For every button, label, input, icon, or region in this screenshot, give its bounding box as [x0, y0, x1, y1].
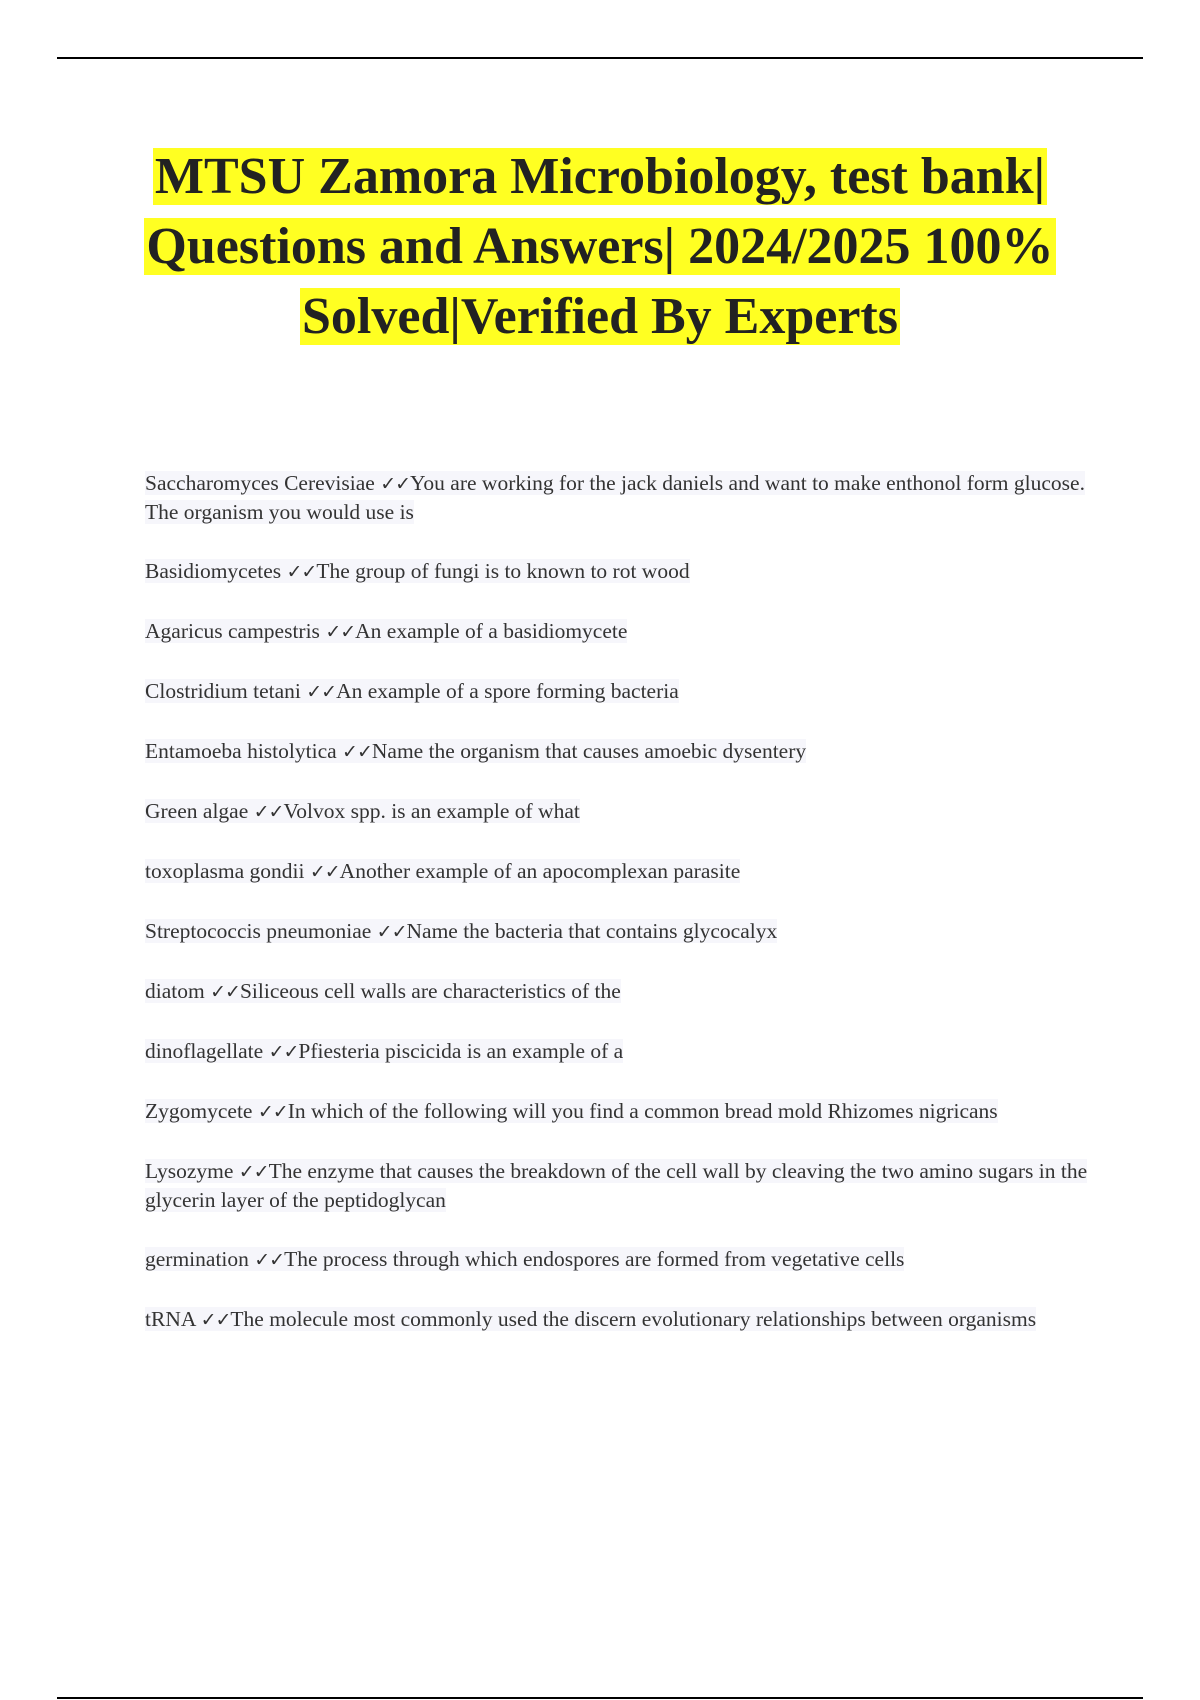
- double-check-icon: ✓✓: [309, 861, 340, 883]
- qa-answer: toxoplasma gondii: [145, 859, 305, 883]
- double-check-icon: ✓✓: [380, 473, 411, 495]
- top-rule: [57, 57, 1143, 59]
- double-check-icon: ✓✓: [306, 681, 337, 703]
- bottom-rule: [57, 1697, 1143, 1699]
- qa-answer: Green algae: [145, 799, 249, 823]
- qa-question: Name the bacteria that contains glycocalyx: [406, 919, 778, 943]
- qa-question: Name the organism that causes amoebic dysentery: [371, 739, 807, 763]
- qa-item: [145, 1037, 1090, 1066]
- qa-question: The group of fungi is to known to rot wood: [316, 559, 690, 583]
- title-highlight: MTSU Zamora Microbiology, test bank| Questions and Answers| 2024/2025 100% Solved|Verified By Experts: [146, 148, 1054, 345]
- double-check-icon: ✓✓: [257, 1101, 288, 1123]
- qa-item: [145, 737, 1090, 766]
- qa-question: Another example of an apocomplexan parasite: [339, 859, 741, 883]
- qa-item: [145, 1245, 1090, 1274]
- qa-answer: diatom: [145, 979, 205, 1003]
- qa-item: [145, 797, 1090, 826]
- qa-question: You are working for the jack daniels and want to make enthonol form glucose. The organism you would use is: [145, 471, 1085, 524]
- double-check-icon: ✓✓: [254, 1249, 285, 1271]
- qa-answer: Clostridium tetani: [145, 679, 301, 703]
- qa-question: Pfiesteria piscicida is an example of a: [298, 1039, 624, 1063]
- double-check-icon: ✓✓: [325, 621, 356, 643]
- qa-answer: Agaricus campestris: [145, 619, 320, 643]
- qa-item: [145, 469, 1090, 526]
- qa-answer: germination: [145, 1247, 249, 1271]
- double-check-icon: ✓✓: [253, 801, 284, 823]
- qa-question: Siliceous cell walls are characteristics of the: [239, 979, 621, 1003]
- qa-item: [145, 557, 1090, 586]
- qa-question: The enzyme that causes the breakdown of the cell wall by cleaving the two amino sugars in the glycerin layer of the peptidoglycan: [145, 1159, 1088, 1212]
- qa-answer: Lysozyme: [145, 1159, 234, 1183]
- qa-question: The process through which endospores are formed from vegetative cells: [284, 1247, 905, 1271]
- qa-item: [145, 1097, 1090, 1126]
- double-check-icon: ✓✓: [376, 921, 407, 943]
- double-check-icon: ✓✓: [210, 981, 240, 1003]
- qa-answer: Basidiomycetes: [145, 559, 282, 583]
- qa-item: [145, 1157, 1090, 1214]
- qa-question: An example of a basidiomycete: [355, 619, 628, 643]
- qa-item: [145, 1305, 1090, 1334]
- document-title: [100, 142, 1100, 352]
- qa-question: The molecule most commonly used the discern evolutionary relationships between organisms: [230, 1307, 1037, 1331]
- qa-answer: dinoflagellate: [145, 1039, 264, 1063]
- double-check-icon: ✓✓: [268, 1041, 299, 1063]
- qa-answer: Saccharomyces Cerevisiae: [145, 471, 375, 495]
- qa-item: [145, 917, 1090, 946]
- qa-answer: tRNA: [145, 1307, 196, 1331]
- qa-answer: Entamoeba histolytica: [145, 739, 337, 763]
- qa-item: [145, 617, 1090, 646]
- qa-answer: Zygomycete: [145, 1099, 253, 1123]
- double-check-icon: ✓✓: [286, 561, 317, 583]
- qa-question: An example of a spore forming bacteria: [336, 679, 679, 703]
- qa-item: [145, 977, 1090, 1006]
- qa-question: Volvox spp. is an example of what: [283, 799, 580, 823]
- double-check-icon: ✓✓: [342, 741, 372, 763]
- double-check-icon: ✓✓: [238, 1161, 269, 1183]
- double-check-icon: ✓✓: [200, 1309, 231, 1331]
- qa-list: [145, 469, 1090, 1365]
- qa-item: [145, 677, 1090, 706]
- qa-question: In which of the following will you find a common bread mold Rhizomes nigricans: [287, 1099, 998, 1123]
- qa-item: [145, 857, 1090, 886]
- qa-answer: Streptococcis pneumoniae: [145, 919, 372, 943]
